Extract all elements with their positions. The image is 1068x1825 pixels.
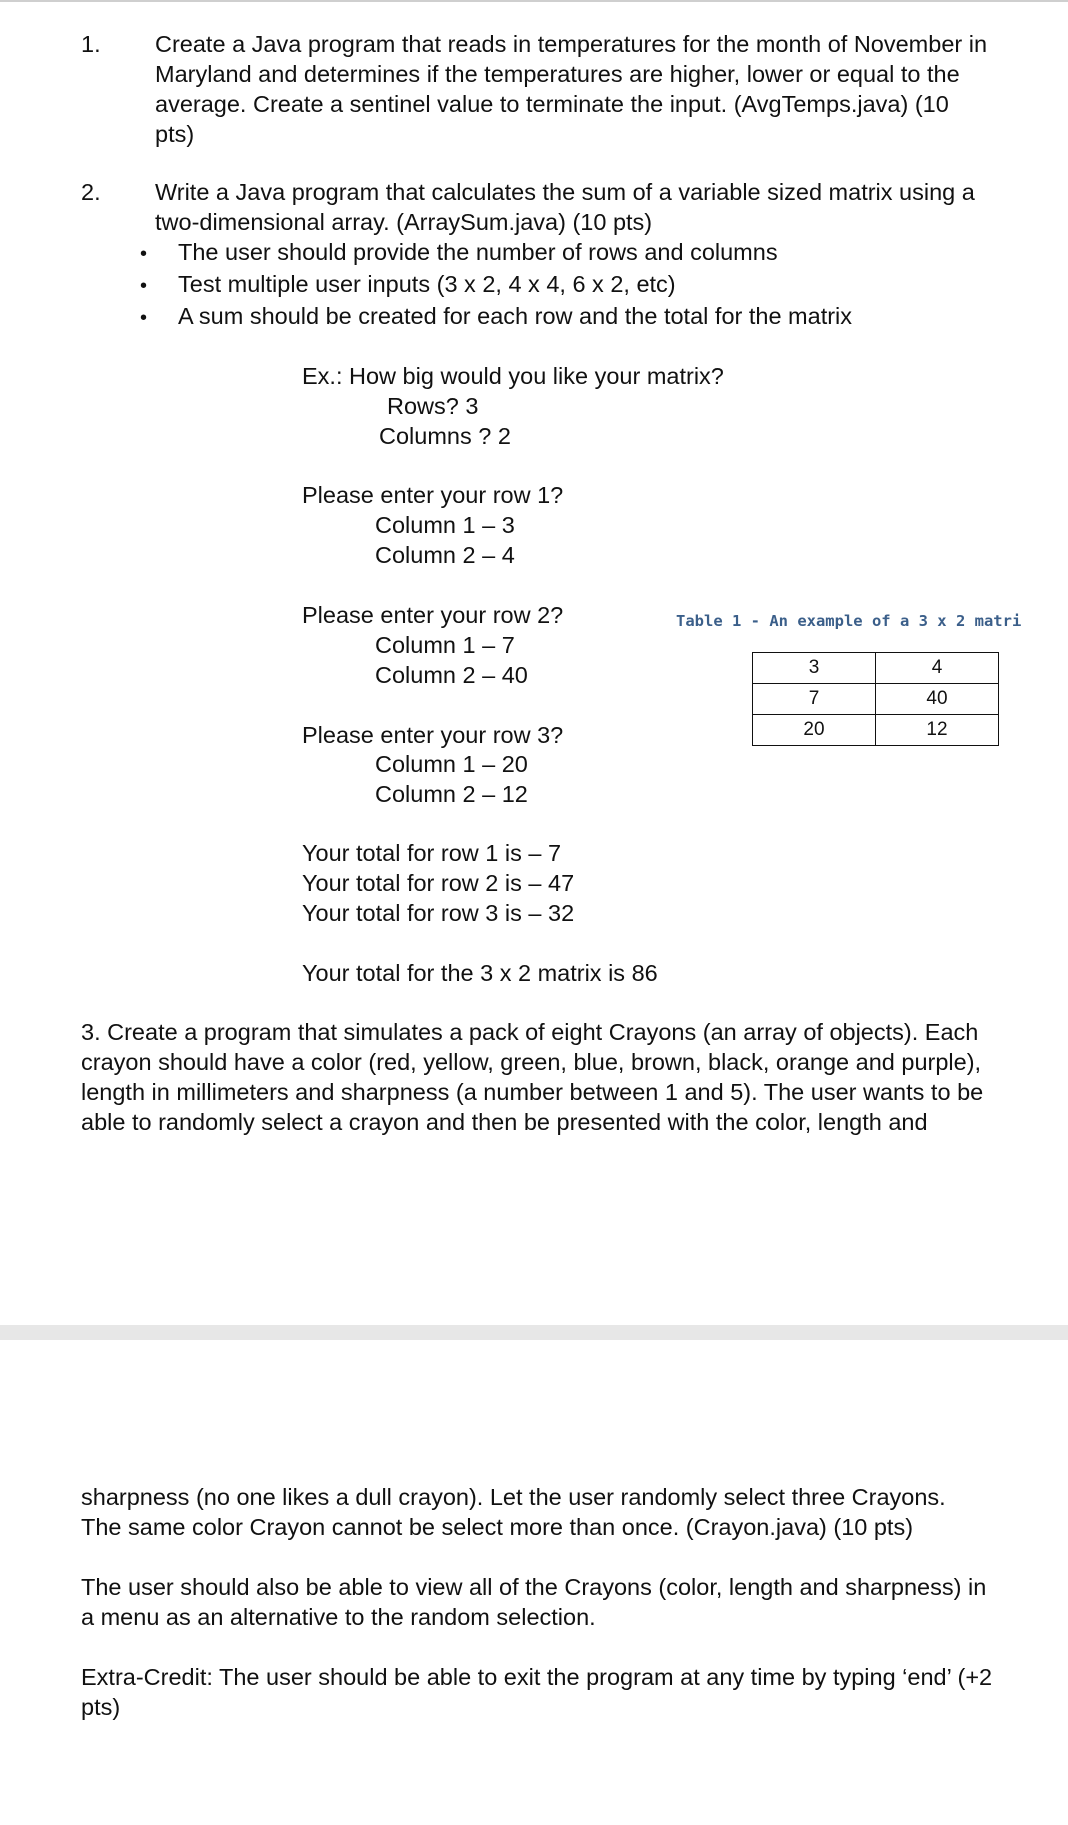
text-line: able to randomly select a crayon and then be presented with the color, length and [81, 1109, 928, 1135]
table-cell: 7 [753, 684, 876, 715]
document-page-2 [0, 1340, 1068, 1825]
text-line: length in millimeters and sharpness (a number between 1 and 5). The user wants to be [81, 1079, 984, 1105]
example-matrix-table [752, 652, 999, 746]
example-columns: Columns ? 2 [379, 423, 511, 449]
text-line: sharpness (no one likes a dull crayon). Let the user randomly select three Crayons. [81, 1484, 946, 1510]
text-line: average. Create a sentinel value to terminate the input. (AvgTemps.java) (10 [155, 91, 949, 117]
page-divider [0, 1325, 1068, 1340]
question-3-continued [81, 1482, 946, 1542]
example-row2-prompt: Please enter your row 2? [302, 602, 564, 628]
text-line: pts) [155, 121, 195, 147]
table-cell: 4 [876, 653, 999, 684]
question-2-number: 2. [81, 179, 101, 205]
text-line: The same color Crayon cannot be select more than once. (Crayon.java) (10 pts) [81, 1514, 914, 1540]
example-rows: Rows? 3 [387, 393, 479, 419]
requirement-bullet: Test multiple user inputs (3 x 2, 4 x 4, 6 x 2, etc) [178, 271, 676, 297]
table-row [753, 684, 999, 715]
question-1-text [155, 29, 987, 149]
table-cell: 40 [876, 684, 999, 715]
table-row [753, 653, 999, 684]
extra-credit [81, 1662, 992, 1722]
text-line: crayon should have a color (red, yellow, green, blue, brown, black, orange and purple), [81, 1049, 982, 1075]
question-3-text [81, 1017, 983, 1137]
bullet-icon [140, 237, 152, 269]
example-row2-col1: Column 1 – 7 [375, 632, 515, 658]
question-2-text [155, 177, 975, 237]
question-1-number: 1. [81, 31, 101, 57]
table-cell: 12 [876, 715, 999, 746]
example-row1-col1: Column 1 – 3 [375, 512, 515, 538]
table-cell: 20 [753, 715, 876, 746]
requirement-bullet: The user should provide the number of rows and columns [178, 239, 778, 265]
example-total-row3: Your total for row 3 is – 32 [302, 900, 575, 926]
question-3-menu-note [81, 1572, 986, 1632]
text-line: a menu as an alternative to the random selection. [81, 1604, 596, 1630]
text-line: Maryland and determines if the temperatures are higher, lower or equal to the [155, 61, 960, 87]
example-intro: Ex.: How big would you like your matrix? [302, 363, 724, 389]
text-line: The user should also be able to view all of the Crayons (color, length and sharpness) in [81, 1574, 987, 1600]
example-row3-col2: Column 2 – 12 [375, 781, 528, 807]
text-line: two-dimensional array. (ArraySum.java) (10 pts) [155, 209, 653, 235]
table-cell: 3 [753, 653, 876, 684]
text-line: pts) [81, 1694, 121, 1720]
page-top-edge [0, 0, 1068, 2]
table-caption: Table 1 - An example of a 3 x 2 matri [676, 612, 1022, 630]
text-line: Create a Java program that reads in temperatures for the month of November in [155, 31, 988, 57]
example-row2-col2: Column 2 – 40 [375, 662, 528, 688]
bullet-icon [140, 269, 152, 301]
example-total-matrix: Your total for the 3 x 2 matrix is 86 [302, 960, 658, 986]
requirement-bullet: A sum should be created for each row and the total for the matrix [178, 303, 853, 329]
example-total-row2: Your total for row 2 is – 47 [302, 870, 575, 896]
example-row1-col2: Column 2 – 4 [375, 542, 515, 568]
example-row3-prompt: Please enter your row 3? [302, 722, 564, 748]
table-row [753, 715, 999, 746]
text-line: Extra-Credit: The user should be able to exit the program at any time by typing ‘end’ (+2 [81, 1664, 993, 1690]
example-total-row1: Your total for row 1 is – 7 [302, 840, 562, 866]
bullet-icon [140, 301, 152, 333]
text-line: Write a Java program that calculates the sum of a variable sized matrix using a [155, 179, 975, 205]
example-row3-col1: Column 1 – 20 [375, 751, 528, 777]
example-row1-prompt: Please enter your row 1? [302, 482, 564, 508]
text-line: 3. Create a program that simulates a pack of eight Crayons (an array of objects). Each [81, 1019, 979, 1045]
